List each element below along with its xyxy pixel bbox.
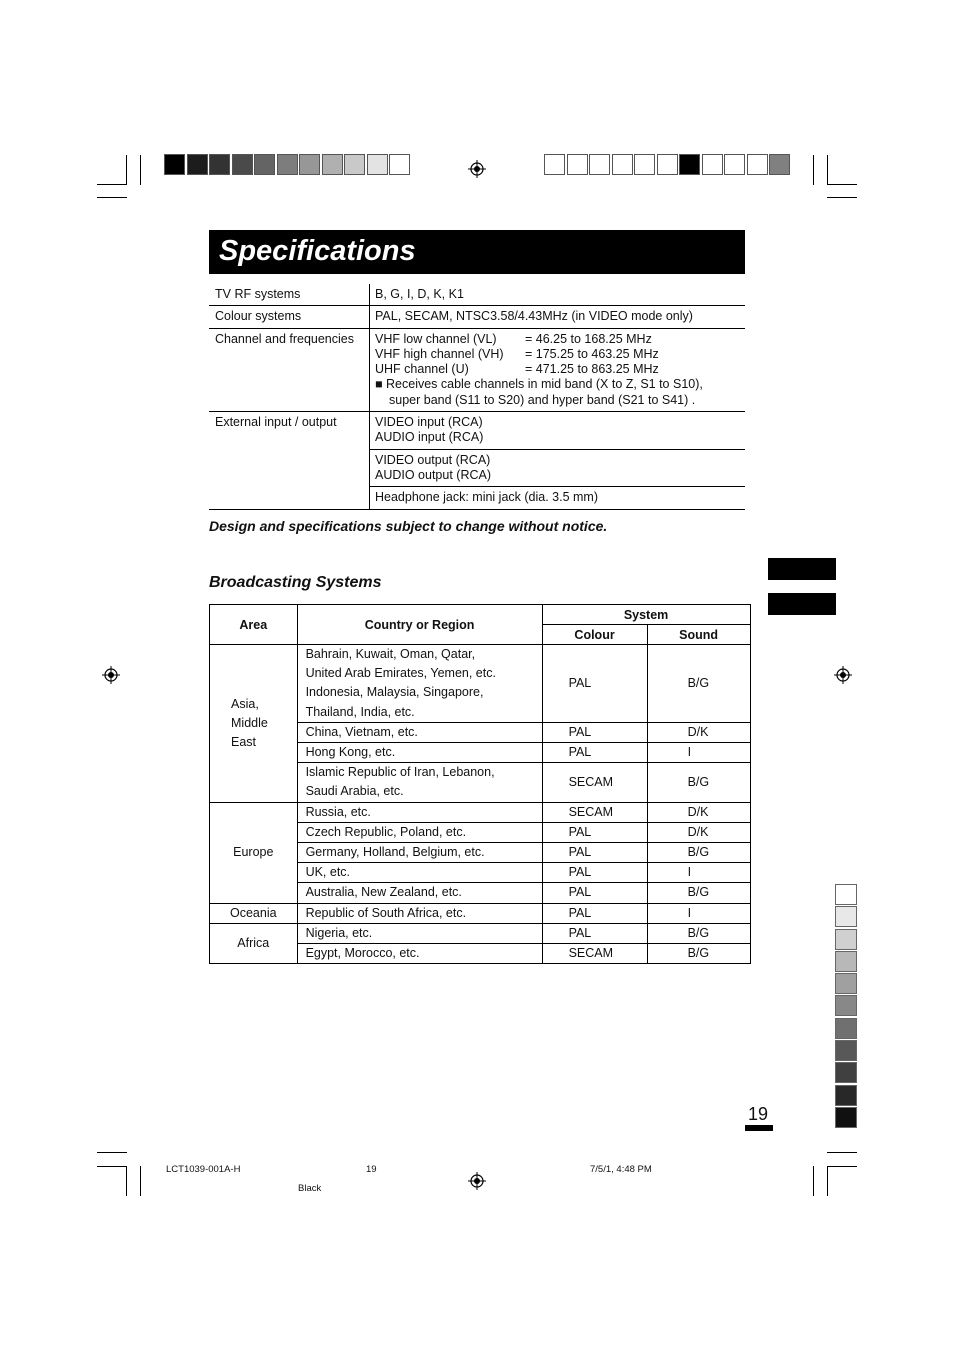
country-cell: Russia, etc.: [297, 802, 542, 822]
country-cell: Islamic Republic of Iran, Lebanon, Saudi Arabia, etc.: [297, 763, 542, 802]
channel-name: UHF channel (U): [375, 362, 469, 377]
country-cell: Germany, Holland, Belgium, etc.: [297, 843, 542, 863]
table-row: [210, 645, 751, 723]
color-swatch: [835, 1040, 857, 1061]
country-cell: UK, etc.: [297, 863, 542, 883]
registration-target-icon: [834, 666, 852, 684]
color-swatch: [567, 154, 588, 175]
spec-value: PAL, SECAM, NTSC3.58/4.43MHz (in VIDEO mode only): [370, 306, 746, 328]
color-swatch: [254, 154, 275, 175]
sound-cell: D/K: [647, 722, 750, 742]
grayscale-bar-top-left: [164, 154, 412, 175]
crop-mark: [827, 1166, 857, 1167]
channel-range: = 471.25 to 863.25 MHz: [525, 362, 659, 377]
crop-mark: [813, 155, 814, 185]
colour-cell: PAL: [542, 843, 647, 863]
header-system: System: [542, 605, 750, 625]
color-swatch: [835, 1062, 857, 1083]
color-swatch: [299, 154, 320, 175]
colour-cell: PAL: [542, 863, 647, 883]
crop-mark: [97, 1152, 127, 1153]
crop-mark: [97, 197, 127, 198]
spec-label: TV RF systems: [209, 284, 370, 306]
colour-cell: PAL: [542, 822, 647, 842]
country-cell: Bahrain, Kuwait, Oman, Qatar, United Arab Emirates, Yemen, etc. Indonesia, Malaysia, Singapore, Thailand, India, etc.: [297, 645, 542, 723]
crop-mark: [126, 1166, 127, 1196]
color-swatch: [322, 154, 343, 175]
page-number: 19: [748, 1104, 769, 1124]
color-swatch: [277, 154, 298, 175]
color-swatch: [835, 929, 857, 950]
footer-doc-code: LCT1039-001A-H: [166, 1164, 241, 1175]
color-bar-top-right: [544, 154, 792, 175]
header-country: Country or Region: [297, 605, 542, 645]
spec-label: Channel and frequencies: [209, 328, 370, 411]
spec-row: [209, 412, 745, 450]
color-swatch: [367, 154, 388, 175]
color-swatch: [634, 154, 655, 175]
header-colour: Colour: [542, 625, 647, 645]
sound-cell: B/G: [647, 923, 750, 943]
header-sound: Sound: [647, 625, 750, 645]
spec-value: B, G, I, D, K, K1: [370, 284, 746, 306]
spec-row: [209, 284, 745, 306]
color-swatch: [835, 995, 857, 1016]
sound-cell: B/G: [647, 883, 750, 903]
color-swatch: [835, 884, 857, 905]
index-tab: [768, 558, 836, 580]
crop-mark: [140, 155, 141, 185]
cable-note: ■ Receives cable channels in mid band (X to Z, S1 to S10),: [375, 377, 703, 392]
colour-cell: SECAM: [542, 763, 647, 802]
broadcasting-table: [209, 604, 751, 964]
color-swatch: [835, 951, 857, 972]
footer-plate: Black: [298, 1183, 322, 1194]
color-swatch: [835, 1107, 857, 1128]
io-item: AUDIO input (RCA): [375, 430, 484, 445]
registration-target-icon: [468, 160, 486, 178]
colour-cell: PAL: [542, 883, 647, 903]
channel-name: VHF low channel (VL): [375, 331, 497, 346]
io-item: VIDEO output (RCA): [375, 452, 491, 467]
colour-cell: PAL: [542, 645, 647, 723]
crop-mark: [827, 197, 857, 198]
sound-cell: B/G: [647, 944, 750, 964]
color-swatch: [589, 154, 610, 175]
channel-range: = 175.25 to 463.25 MHz: [525, 346, 659, 361]
spec-label: Colour systems: [209, 306, 370, 328]
color-swatch: [835, 1085, 857, 1106]
color-swatch: [835, 973, 857, 994]
color-swatch: [164, 154, 185, 175]
spec-row: [209, 328, 745, 411]
io-item: AUDIO output (RCA): [375, 467, 492, 482]
color-swatch: [544, 154, 565, 175]
color-swatch: [835, 1018, 857, 1039]
table-row: [210, 802, 751, 822]
page-number-bar: [745, 1125, 773, 1131]
area-cell: Oceania: [210, 903, 298, 923]
index-tab: [768, 593, 836, 615]
sound-cell: I: [647, 903, 750, 923]
spec-value: Headphone jack: mini jack (dia. 3.5 mm): [370, 487, 746, 509]
color-swatch: [747, 154, 768, 175]
sound-cell: D/K: [647, 802, 750, 822]
sound-cell: B/G: [647, 763, 750, 802]
channel-name: VHF high channel (VH): [375, 346, 504, 361]
cable-note: super band (S11 to S20) and hyper band (S21 to S41) .: [389, 392, 696, 407]
colour-cell: SECAM: [542, 944, 647, 964]
crop-mark: [827, 184, 857, 185]
colour-cell: PAL: [542, 903, 647, 923]
country-cell: Hong Kong, etc.: [297, 743, 542, 763]
area-cell: Africa: [210, 923, 298, 963]
specifications-table: [209, 284, 745, 510]
color-swatch: [769, 154, 790, 175]
country-cell: Australia, New Zealand, etc.: [297, 883, 542, 903]
colour-cell: PAL: [542, 722, 647, 742]
crop-mark: [827, 1152, 857, 1153]
spec-value: [370, 412, 746, 450]
registration-target-icon: [468, 1172, 486, 1190]
color-swatch: [209, 154, 230, 175]
title-band: [209, 230, 745, 274]
sound-cell: I: [647, 863, 750, 883]
spec-value: [370, 328, 746, 411]
grayscale-bar-side: [835, 884, 857, 1129]
color-swatch: [702, 154, 723, 175]
crop-mark: [827, 1166, 828, 1196]
header-area: Area: [210, 605, 298, 645]
spec-value: [370, 449, 746, 487]
table-row: [210, 903, 751, 923]
registration-target-icon: [102, 666, 120, 684]
area-cell: Asia, Middle East: [210, 645, 298, 803]
sound-cell: B/G: [647, 843, 750, 863]
crop-mark: [126, 155, 127, 185]
area-cell: Europe: [210, 802, 298, 903]
footer-page: 19: [366, 1164, 377, 1175]
country-cell: China, Vietnam, etc.: [297, 722, 542, 742]
sound-cell: D/K: [647, 822, 750, 842]
country-cell: Republic of South Africa, etc.: [297, 903, 542, 923]
crop-mark: [97, 1166, 127, 1167]
table-row: [210, 923, 751, 943]
sound-cell: I: [647, 743, 750, 763]
io-item: VIDEO input (RCA): [375, 415, 483, 430]
spec-label: External input / output: [209, 412, 370, 509]
color-swatch: [344, 154, 365, 175]
color-swatch: [679, 154, 700, 175]
crop-mark: [97, 184, 127, 185]
color-swatch: [657, 154, 678, 175]
spec-row: [209, 306, 745, 328]
colour-cell: PAL: [542, 923, 647, 943]
color-swatch: [389, 154, 410, 175]
color-swatch: [232, 154, 253, 175]
country-cell: Egypt, Morocco, etc.: [297, 944, 542, 964]
sound-cell: B/G: [647, 645, 750, 723]
color-swatch: [187, 154, 208, 175]
crop-mark: [813, 1166, 814, 1196]
color-swatch: [612, 154, 633, 175]
crop-mark: [827, 155, 828, 185]
page-title: Specifications: [219, 235, 416, 267]
country-cell: Czech Republic, Poland, etc.: [297, 822, 542, 842]
section-heading: Broadcasting Systems: [209, 574, 382, 591]
colour-cell: SECAM: [542, 802, 647, 822]
crop-mark: [140, 1166, 141, 1196]
channel-range: = 46.25 to 168.25 MHz: [525, 331, 652, 346]
footer-date: 7/5/1, 4:48 PM: [590, 1164, 652, 1175]
colour-cell: PAL: [542, 743, 647, 763]
color-swatch: [835, 906, 857, 927]
color-swatch: [724, 154, 745, 175]
notice-text: Design and specifications subject to change without notice.: [209, 518, 608, 534]
country-cell: Nigeria, etc.: [297, 923, 542, 943]
